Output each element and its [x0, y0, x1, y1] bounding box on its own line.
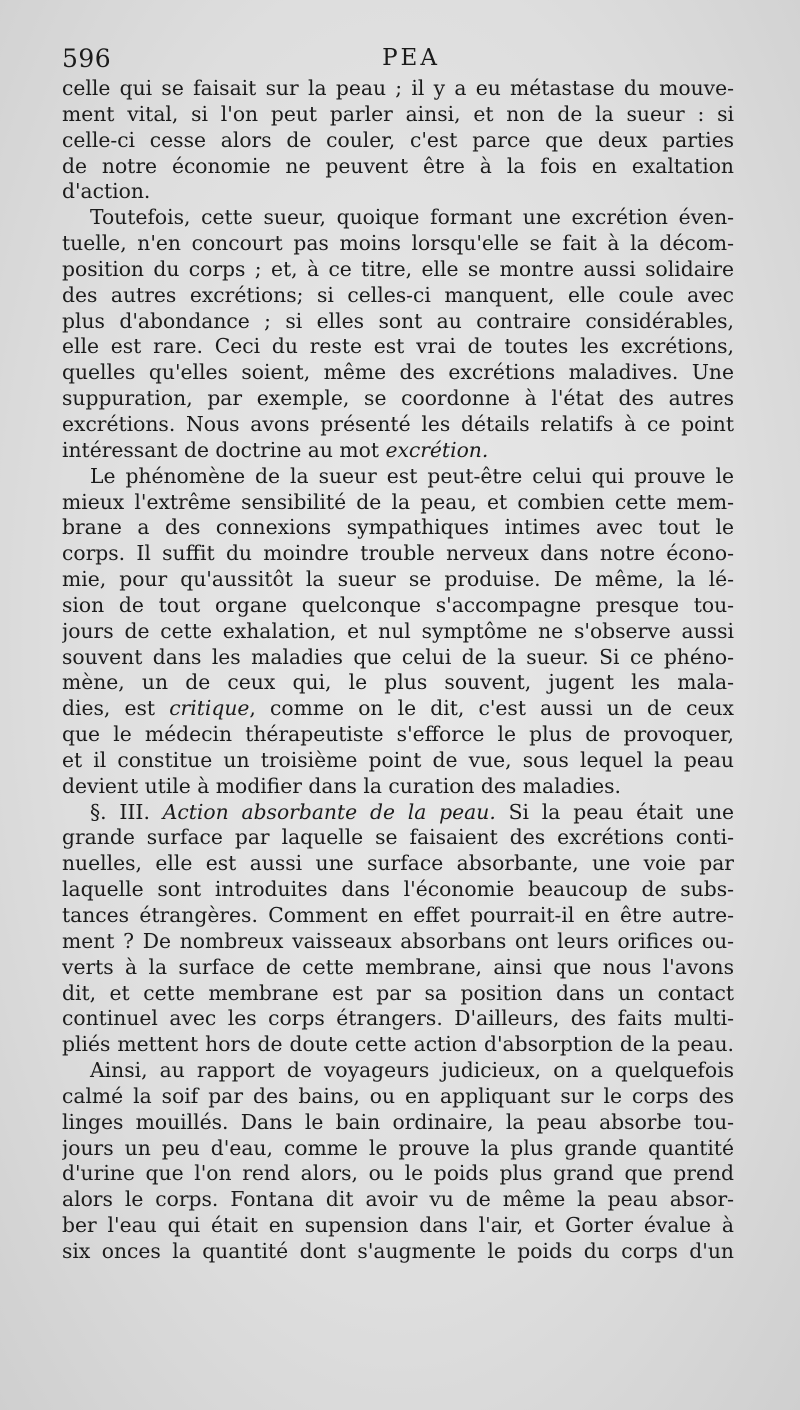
- running-head: PEA: [382, 45, 440, 71]
- text-line: alors le corps. Fontana dit avoir vu de même la peau absor-: [62, 1187, 734, 1212]
- text-line: devient utile à modifier dans la curation des maladies.: [62, 773, 621, 798]
- text-line: ment vital, si l'on peut parler ainsi, et non de la sueur : si: [62, 101, 734, 126]
- text-line: mène, un de ceux qui, le plus souvent, jugent les mala-: [62, 670, 734, 695]
- paragraph-1: [62, 76, 734, 205]
- text-line: ber l'eau qui était en supension dans l'air, et Gorter évalue à: [62, 1213, 734, 1238]
- text-line: tances étrangères. Comment en effet pourrait-il en être autre-: [62, 903, 734, 927]
- text-line: quelles qu'elles soient, même des excrétions maladives. Une: [62, 360, 734, 385]
- text-line: des autres excrétions; si celles-ci manquent, elle coule avec: [62, 282, 734, 307]
- text-line: elle est rare. Ceci du reste est vrai de toutes les excrétions,: [62, 334, 734, 359]
- paragraph-2: [62, 205, 734, 463]
- italic-term: excrétion.: [385, 437, 489, 462]
- text-line: six onces la quantité dont s'augmente le poids du corps d'un: [62, 1238, 734, 1263]
- paragraph-3: [62, 464, 734, 800]
- text-run: Si la peau était une: [495, 799, 734, 824]
- paragraph-4: [62, 800, 734, 1058]
- italic-term: critique: [169, 696, 250, 721]
- paragraph-5: [62, 1058, 734, 1265]
- text-line: [62, 800, 734, 826]
- text-line: [62, 696, 734, 722]
- text-line: brane a des connexions sympathiques intimes avec tout le: [62, 515, 734, 540]
- text-line: de notre économie ne peuvent être à la fois en exaltation: [62, 153, 734, 178]
- text-line: excrétions. Nous avons présenté les détails relatifs à ce point: [62, 411, 734, 436]
- text-line: ment ? De nombreux vaisseaux absorbans ont leurs orifices ou-: [62, 928, 734, 953]
- text-line: celle qui se faisait sur la peau ; il y a eu métastase du mouve-: [62, 76, 734, 100]
- text-line: continuel avec les corps étrangers. D'ailleurs, des faits multi-: [62, 1006, 734, 1031]
- text-line: linges mouillés. Dans le bain ordinaire, la peau absorbe tou-: [62, 1109, 734, 1134]
- text-line: Le phénomène de la sueur est peut-être celui qui prouve le: [90, 463, 734, 488]
- text-line: souvent dans les maladies que celui de la sueur. Si ce phéno-: [62, 644, 734, 669]
- page-number: 596: [62, 44, 112, 73]
- text-line: que le médecin thérapeutiste s'efforce le plus de provoquer,: [62, 722, 734, 747]
- text-line: grande surface par laquelle se faisaient des excrétions conti-: [62, 825, 734, 850]
- text-line: corps. Il suffit du moindre trouble nerveux dans notre écono-: [62, 541, 734, 566]
- page-header: [62, 44, 734, 78]
- text-line: calmé la soif par des bains, ou en appliquant sur le corps des: [62, 1083, 734, 1108]
- text-line: Toutefois, cette sueur, quoique formant une excrétion éven-: [90, 205, 734, 230]
- text-line: d'action.: [62, 179, 151, 204]
- section-mark: §. III.: [90, 799, 150, 824]
- text-line: jours un peu d'eau, comme le prouve la plus grande quantité: [62, 1135, 734, 1160]
- text-line: jours de cette exhalation, et nul symptôme ne s'observe aussi: [62, 618, 734, 643]
- text-line: d'urine que l'on rend alors, ou le poids plus grand que prend: [62, 1161, 734, 1186]
- text-line: laquelle sont introduites dans l'économie beaucoup de subs-: [62, 877, 734, 902]
- text-line: mie, pour qu'aussitôt la sueur se produise. De même, la lé-: [62, 567, 734, 592]
- text-line: tuelle, n'en concourt pas moins lorsqu'elle se fait à la décom-: [62, 231, 734, 256]
- text-line: suppuration, par exemple, se coordonne à l'état des autres: [62, 386, 734, 411]
- text-line: verts à la surface de cette membrane, ainsi que nous l'avons: [62, 954, 734, 979]
- text-line: Ainsi, au rapport de voyageurs judicieux, on a quelquefois: [90, 1058, 734, 1083]
- text-run: , comme on le dit, c'est aussi un de ceux: [249, 696, 734, 721]
- text-line: celle-ci cesse alors de couler, c'est parce que deux parties: [62, 127, 734, 152]
- text-run: intéressant de doctrine au mot: [62, 437, 386, 462]
- text-run: dies, est: [62, 696, 170, 721]
- text-line: pliés mettent hors de doute cette action d'absorption de la peau.: [62, 1032, 734, 1057]
- section-title: Action absorbante de la peau.: [162, 799, 496, 824]
- text-line: dit, et cette membrane est par sa position dans un contact: [62, 980, 734, 1005]
- text-line: mieux l'extrême sensibilité de la peau, et combien cette mem-: [62, 489, 734, 514]
- text-line: [62, 438, 734, 464]
- text-line: et il constitue un troisième point de vue, sous lequel la peau: [62, 747, 734, 772]
- text-line: position du corps ; et, à ce titre, elle se montre aussi solidaire: [62, 256, 734, 281]
- text-line: plus d'abondance ; si elles sont au contraire considérables,: [62, 308, 734, 333]
- body-text: [62, 76, 734, 1265]
- text-line: nuelles, elle est aussi une surface absorbante, une voie par: [62, 851, 734, 876]
- text-line: sion de tout organe quelconque s'accompagne presque tou-: [62, 592, 734, 617]
